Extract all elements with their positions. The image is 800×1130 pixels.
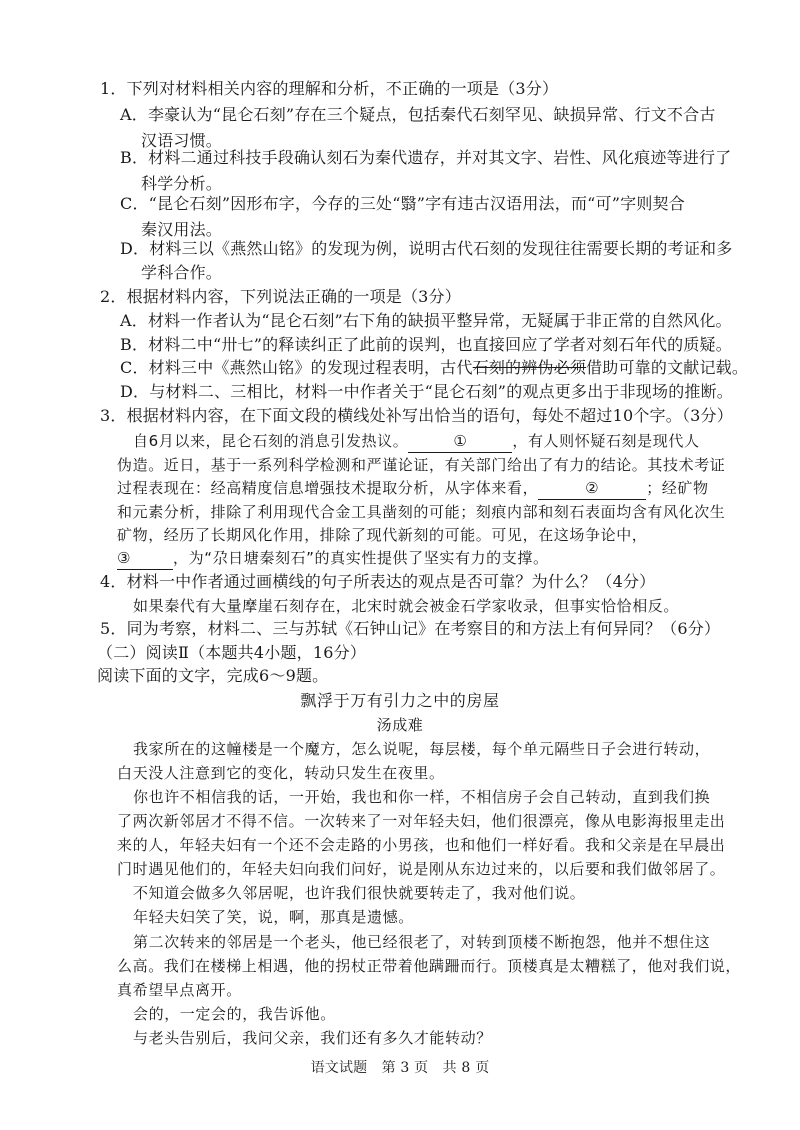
q3-stem: 3．根据材料内容，在下面文段的横线处补写出恰当的语句，每处不超过10个字。（3分） xyxy=(100,406,733,425)
story-line: 不知道会做多久邻居呢，也许我们很快就要转走了，我对他们说。 xyxy=(133,884,586,902)
q2-stem: 2．根据材料内容，下列说法正确的一项是（3分） xyxy=(100,287,461,306)
q1-option-d: D．材料三以《燕然山铭》的发现为例，说明古代石刻的发现往往需要长期的考证和多 xyxy=(120,239,733,258)
q3-p6-post: ，为“尕日塘秦刻石”的真实性提供了坚实有力的支撑。 xyxy=(173,549,549,567)
story-author: 汤成难 xyxy=(376,716,424,734)
q3-p3-text: 过程表现在：经高精度信息增强技术提取分析，从字体来看， xyxy=(117,479,539,497)
q1-option-c: C．“昆仑石刻”因形布字，今存的三处“翳”字有违古汉语用法，而“可”字则契合 xyxy=(120,194,685,213)
q2-option-c-pre: C．材料三中《燕然山铭》的发现过程表明，古代 xyxy=(120,358,473,377)
q2-option-c-post: 借助可靠的文献记载。 xyxy=(586,358,749,377)
q5-stem: 5．同为考察，材料二、三与苏轼《石钟山记》在考察目的和方法上有何异同？（6分） xyxy=(100,619,721,638)
q1-option-b: B．材料二通过科技手段确认刻石为秦代遗存，并对其文字、岩性、风化痕迹等进行了 xyxy=(120,148,732,167)
q3-passage-line5: 矿物，经历了长期风化作用，排除了现代新刻的可能。可见，在这场争论中， xyxy=(117,526,648,544)
q2-option-c-struck: 石刻的辨伪必须 xyxy=(472,358,587,377)
section2-header: （二）阅读Ⅱ（本题共4小题，16分） xyxy=(97,643,367,662)
story-line: 了两次新邻居才不得不信。一次转来了一对年轻夫妇，他们很漂亮，像从电影海报里走出 xyxy=(117,812,726,830)
q3-p1-text: 自6月以来，昆仑石刻的消息引发热议。 xyxy=(133,432,409,450)
q1-option-a: A．李豪认为“昆仑石刻”存在三个疑点，包括秦代石刻罕见、缺损异常、行文不合古 xyxy=(120,105,716,124)
story-line: 真希望早点离开。 xyxy=(117,981,242,999)
story-line: 年轻夫妇笑了笑，说，啊，那真是遗憾。 xyxy=(133,908,414,926)
story-line: 白天没人注意到它的变化，转动只发生在夜里。 xyxy=(117,764,445,782)
q3-passage-line1 xyxy=(133,430,700,453)
q3-blank-3: ③ xyxy=(117,547,173,570)
page-footer: 语文试题 第 3 页 共 8 页 xyxy=(310,1060,490,1076)
q3-p1-post: ，有人则怀疑石刻是现代人 xyxy=(512,432,700,450)
section2-instruction: 阅读下面的文字，完成6～9题。 xyxy=(97,666,329,685)
q4-stem: 4．材料一中作者通过画横线的句子所表达的观点是否可靠？为什么？（4分） xyxy=(100,572,656,591)
story-line: 门时遇见他们的，年轻夫妇向我们问好，说是刚从东边过来的，以后要和我们做邻居了。 xyxy=(117,860,726,878)
story-line: 与老头告别后，我问父亲，我们还有多久才能转动？ xyxy=(133,1029,492,1047)
story-line: 你也许不相信我的话，一开始，我也和你一样，不相信房子会自己转动，直到我们换 xyxy=(133,788,711,806)
q2-option-d: D．与材料二、三相比，材料一中作者关于“昆仑石刻”的观点更多出于非现场的推断。 xyxy=(120,382,733,401)
q2-option-b: B．材料二中“卅七”的释读纠正了此前的误判，也直接回应了学者对刻石年代的质疑。 xyxy=(120,335,732,354)
q1-option-a-cont: 汉语习惯。 xyxy=(141,131,223,150)
story-line: 么高。我们在楼梯上相遇，他的拐杖正带着他蹒跚而行。顶楼真是太糟糕了，他对我们说， xyxy=(117,957,742,975)
q3-blank-2: ② xyxy=(538,477,646,500)
q1-option-d-cont: 学科合作。 xyxy=(141,263,223,282)
q2-option-a: A．材料一作者认为“昆仑石刻”右下角的缺损平整异常，无疑属于非正常的自然风化。 xyxy=(120,311,732,330)
story-line: 会的，一定会的，我告诉他。 xyxy=(133,1005,336,1023)
story-line: 我家所在的这幢楼是一个魔方，怎么说呢，每层楼，每个单元隔些日子会进行转动， xyxy=(133,740,711,758)
q1-option-c-cont: 秦汉用法。 xyxy=(141,220,223,239)
q3-passage-line2: 伪造。近日，基于一系列科学检测和严谨论证，有关部门给出了有力的结论。其技术考证 xyxy=(117,456,726,474)
q3-blank-1: ① xyxy=(408,430,512,453)
q3-passage-line6 xyxy=(117,547,549,570)
story-title: 飘浮于万有引力之中的房屋 xyxy=(300,691,500,710)
q3-p3-post: ；经矿物 xyxy=(646,479,709,497)
q3-passage-line4: 和元素分析，排除了利用现代合金工具凿刻的可能；刻痕内部和刻石表面均含有风化次生 xyxy=(117,503,726,521)
q2-option-c xyxy=(120,357,748,379)
q4-quoted-sentence: 如果秦代有大量摩崖石刻存在，北宋时就会被金石学家收录，但事实恰恰相反。 xyxy=(133,597,680,615)
q3-passage-line3 xyxy=(117,477,709,500)
story-line: 第二次转来的邻居是一个老头，他已经很老了，对转到顶楼不断抱怨，他并不想住这 xyxy=(133,933,711,951)
q1-option-b-cont: 科学分析。 xyxy=(141,174,223,193)
q1-stem: 1．下列对材料相关内容的理解和分析，不正确的一项是（3分） xyxy=(100,79,559,98)
story-line: 来的人，年轻夫妇有一个还不会走路的小男孩，也和他们一样好看。我和父亲是在早晨出 xyxy=(117,836,726,854)
